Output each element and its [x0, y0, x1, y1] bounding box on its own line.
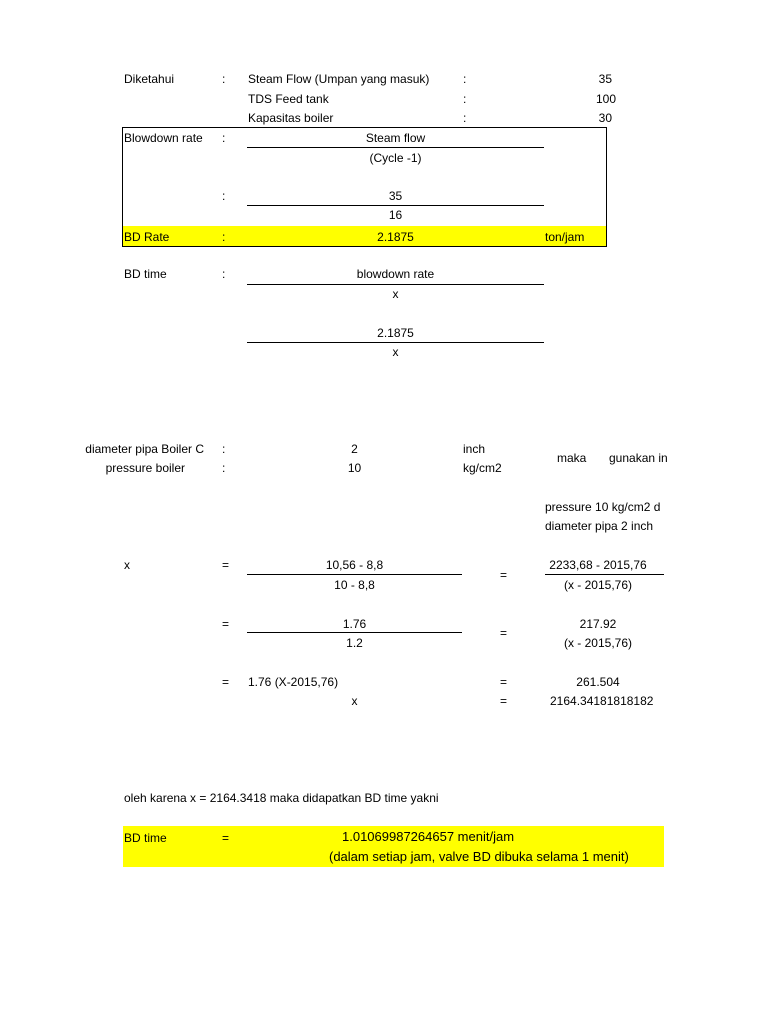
interp-r1-right-denominator: (x - 2015,76): [563, 578, 633, 592]
bd-rate-value: 2.1875: [377, 230, 414, 244]
bd-rate-label: BD Rate: [124, 230, 170, 244]
equals-sign: =: [222, 558, 230, 572]
bd-time-num-value: 2.1875: [377, 326, 414, 340]
fraction-line: [247, 205, 544, 206]
conclusion-text: oleh karena x = 2164.3418 maka didapatkan BD time yakni: [124, 791, 439, 805]
bd-time-result-label: BD time: [124, 831, 167, 845]
kapasitas-colon: :: [463, 111, 467, 125]
blowdown-colon-2: :: [222, 189, 226, 203]
blowdown-den-value: 16: [388, 208, 403, 222]
fraction-line: [247, 284, 544, 285]
blowdown-label: Blowdown rate: [124, 131, 203, 145]
kapasitas-label: Kapasitas boiler: [248, 111, 334, 125]
equals-sign: =: [500, 626, 508, 640]
fraction-line: [247, 632, 462, 633]
steam-flow-value: 35: [598, 72, 612, 86]
interp-r2-denominator: 1.2: [346, 636, 363, 650]
pressure-colon: :: [222, 461, 226, 475]
steam-flow-label: Steam Flow (Umpan yang masuk): [248, 72, 430, 86]
interp-r1-numerator: 10,56 - 8,8: [325, 558, 384, 572]
maka-text: maka: [557, 451, 587, 465]
diketahui-label: Diketahui: [124, 72, 175, 86]
pressure-unit: kg/cm2: [463, 461, 502, 475]
bd-time-denominator: x: [392, 287, 399, 301]
gunakan-text: gunakan in: [609, 451, 668, 465]
x-label: x: [124, 558, 130, 572]
bd-time-result-value: 1.01069987264657 menit/jam: [342, 829, 515, 844]
bd-time-colon: :: [222, 267, 226, 281]
bd-time-result-note: (dalam setiap jam, valve BD dibuka selama 1 menit): [329, 849, 629, 864]
tds-feed-colon: :: [463, 92, 467, 106]
interp-r3-right: 261.504: [576, 675, 620, 689]
fraction-line: [247, 574, 462, 575]
diketahui-colon: :: [222, 72, 226, 86]
equals-sign: =: [222, 675, 230, 689]
equals-sign: =: [500, 694, 508, 708]
diameter-value: 2: [351, 442, 358, 456]
kapasitas-value: 30: [598, 111, 612, 125]
bd-time-result-equals: =: [222, 831, 230, 845]
interp-r2-numerator: 1.76: [342, 617, 367, 631]
fraction-line: [247, 147, 544, 148]
fraction-line: [247, 342, 544, 343]
steam-flow-colon: :: [463, 72, 467, 86]
bd-time-numerator: blowdown rate: [356, 267, 435, 281]
x-result: 2164.34181818182: [550, 694, 654, 708]
interp-r1-denominator: 10 - 8,8: [334, 578, 375, 592]
interp-r2-right-numerator: 217.92: [579, 617, 617, 631]
equals-sign: =: [500, 675, 508, 689]
bd-rate-unit: ton/jam: [545, 230, 585, 244]
bd-rate-colon: :: [222, 230, 226, 244]
interp-r2-right-denominator: (x - 2015,76): [563, 636, 633, 650]
note-pressure: pressure 10 kg/cm2 d: [545, 500, 661, 514]
diameter-unit: inch: [463, 442, 486, 456]
tds-feed-value: 100: [595, 92, 616, 106]
bd-time-label: BD time: [124, 267, 167, 281]
pressure-label: pressure boiler: [105, 461, 185, 475]
note-diameter: diameter pipa 2 inch: [545, 519, 654, 533]
interp-r4-left: x: [351, 694, 358, 708]
interp-r1-right-numerator: 2233,68 - 2015,76: [549, 558, 647, 572]
fraction-line: [545, 574, 664, 575]
blowdown-numerator: Steam flow: [365, 131, 426, 145]
diameter-colon: :: [222, 442, 226, 456]
bd-time-den-value: x: [392, 345, 399, 359]
blowdown-colon: :: [222, 131, 226, 145]
pressure-value: 10: [347, 461, 362, 475]
diameter-label: diameter pipa Boiler C: [85, 442, 204, 456]
blowdown-num-value: 35: [388, 189, 403, 203]
blowdown-box: [122, 127, 607, 247]
interp-r3-left: 1.76 (X-2015,76): [248, 675, 339, 689]
blowdown-denominator: (Cycle -1): [369, 151, 422, 165]
equals-sign: =: [222, 617, 230, 631]
tds-feed-label: TDS Feed tank: [248, 92, 329, 106]
equals-sign: =: [500, 568, 508, 582]
